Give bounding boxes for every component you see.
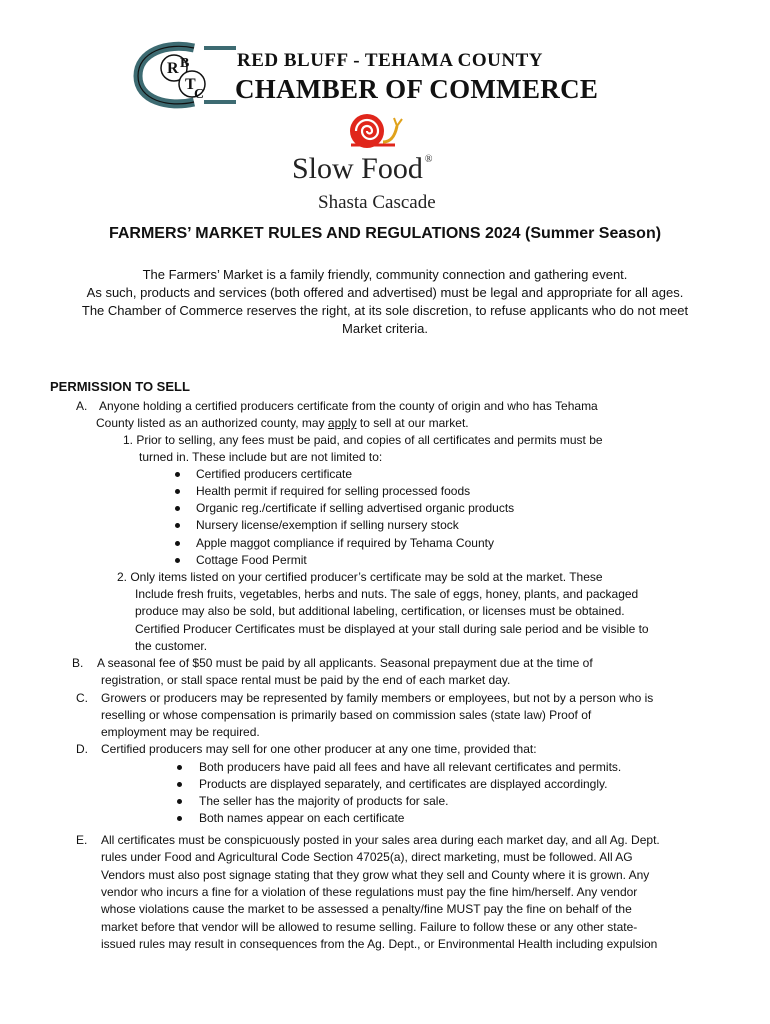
rule-a2-line: 2. Only items listed on your certified producer’s certificate may be sold at the market. These [117,570,603,584]
bullet-item: Certified producers certificate [196,467,353,481]
document-title: FARMERS’ MARKET RULES AND REGULATIONS 2024 (Summer Season) [108,225,662,242]
rule-e-line: Vendors must also post signage stating that they grow what they sell and County where it is grown. Any [101,868,650,882]
chamber-logo-icon [132,40,252,110]
bullet-item: Nursery license/exemption if selling nursery stock [196,518,459,532]
rule-c-line: reselling or whose compensation is primarily based on commission sales (state law) Proof of [101,708,592,722]
bullet-icon [177,782,182,787]
rule-a-line [96,415,469,432]
slow-food-name [292,152,432,186]
bullet-item: The seller has the majority of products for sale. [199,794,449,808]
svg-text:T: T [185,76,196,93]
rule-a-line: Anyone holding a certified producers certificate from the county of origin and who has Tehama [99,399,598,413]
rule-d-line: Certified producers may sell for one other producer at any one time, provided that: [101,742,537,756]
bullet-icon [175,541,180,546]
rule-e-line: whose violations cause the market to be assessed a penalty/fine MUST pay the fine on behalf of the [101,902,632,916]
bullet-item: Products are displayed separately, and certificates are displayed accordingly. [199,777,608,791]
svg-text:C: C [194,87,205,102]
bullet-icon [175,472,180,477]
bullet-item: Health permit if required for selling processed foods [196,484,471,498]
rule-b-line: A seasonal fee of $50 must be paid by all applicants. Seasonal prepayment due at the time of [97,656,593,670]
list-marker-d: D. [76,742,88,756]
rule-c-line: Growers or producers may be represented by family members or employees, but not by a person who is [101,691,654,705]
snail-logo-icon [345,112,409,150]
rule-e-line: issued rules may result in consequences from the Ag. Dept., or Environmental Health including expulsion [101,937,658,951]
rule-e-line: All certificates must be conspicuously posted in your sales area during each market day, and all Ag. Dept. [101,833,660,847]
bullet-item: Organic reg./certificate if selling advertised organic products [196,501,515,515]
bullet-icon [175,523,180,528]
slow-food-name-text: Slow Food [292,152,423,185]
rule-a1-line: turned in. These include but are not limited to: [139,450,383,464]
list-marker-a: A. [76,399,88,413]
intro-line: As such, products and services (both offered and advertised) must be legal and appropriate for all ages. [86,285,684,300]
chamber-name-line1: RED BLUFF - TEHAMA COUNTY [237,50,543,71]
registered-mark: ® [424,154,433,165]
rule-e-line: vendor who incurs a fine for a violation of these regulations must pay the fine him/herself. Any vendor [101,885,638,899]
bullet-icon [175,558,180,563]
rule-a2-line: produce may also be sold, but additional labeling, certification, or licenses must be obtained. [135,604,625,618]
list-marker-b: B. [72,656,84,670]
bullet-icon [177,765,182,770]
rule-a1-line: 1. Prior to selling, any fees must be paid, and copies of all certificates and permits must be [123,433,603,447]
bullet-item: Both names appear on each certificate [199,811,405,825]
rule-e-line: market before that vendor will be allowed to resume selling. Failure to follow these or any other state- [101,920,638,934]
rule-a2-line: Certified Producer Certificates must be displayed at your stall during sale period and be visible to [135,622,649,636]
bullet-icon [175,489,180,494]
rule-c-line: employment may be required. [101,725,260,739]
intro-paragraph [40,266,730,338]
bullet-item: Both producers have paid all fees and have all relevant certificates and permits. [199,760,622,774]
bullet-item: Cottage Food Permit [196,553,307,567]
bullet-icon [175,506,180,511]
bullet-icon [177,799,182,804]
bullet-item: Apple maggot compliance if required by Tehama County [196,536,494,550]
chamber-name-line2: CHAMBER OF COMMERCE [235,74,599,104]
rule-a2-line: Include fresh fruits, vegetables, herbs and nuts. The sale of eggs, honey, plants, and packaged [135,587,639,601]
intro-line: Market criteria. [342,321,428,336]
rule-a-text: County listed as an authorized county, may [96,416,328,430]
bullet-icon [177,816,182,821]
rule-b-line: registration, or stall space rental must be paid by the end of each market day. [101,673,511,687]
slow-food-chapter: Shasta Cascade [318,192,436,213]
rule-a2-line: the customer. [135,639,208,653]
underlined-apply: apply [327,416,357,430]
list-marker-c: C. [76,691,88,705]
svg-text:R: R [167,60,179,77]
rule-e-line: rules under Food and Agricultural Code Section 47025(a), direct marketing, must be followed. All AG [101,850,633,864]
svg-text:B: B [180,56,190,71]
rule-a-text: to sell at our market. [356,416,469,430]
list-marker-e: E. [76,833,88,847]
intro-line: The Chamber of Commerce reserves the right, at its sole discretion, to refuse applicants who do not meet [81,303,689,318]
section-heading-permission: PERMISSION TO SELL [50,379,190,394]
intro-line: The Farmers’ Market is a family friendly, community connection and gathering event. [142,267,628,282]
